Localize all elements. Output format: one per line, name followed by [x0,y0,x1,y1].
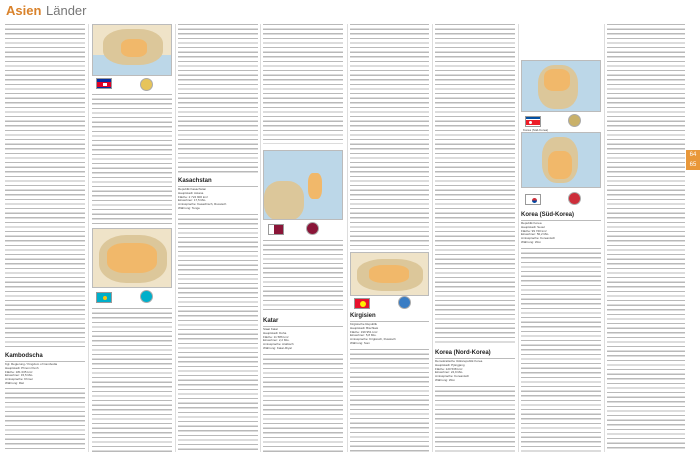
country-facts-suedkorea: Republik Korea Hauptstadt: Seoul Fläche: 99 720 km² Einwohner: 50,2 Mio. Amtssprache: Koreanisch Währung: Won [521,221,556,244]
page-header [0,0,700,22]
flag-suedkorea [525,194,541,205]
map-kasachstan [92,228,172,288]
map-label: Korea (Süd-Korea) [523,128,549,132]
flag-nordkorea [525,116,541,127]
body-text-column [263,354,343,452]
body-text-column [350,24,429,250]
body-text-column [178,24,258,174]
body-text-column [607,24,685,452]
country-facts-extended [5,388,85,452]
map-nordkorea [521,60,601,112]
emblem-kirgisien [398,296,411,309]
flag-katar [268,224,284,235]
body-text-column [92,308,172,452]
country-facts-kambodscha: Kgl. Regierung / Kingdom of Cambodia Hauptstadt: Phnom Penh Fläche: 181 035 km² Einwohner: 15,5 Mio. Amtssprache: Khmer Währung: Riel [5,362,58,385]
column-divider [347,24,348,452]
region-title: Asien [6,3,42,18]
emblem-kasachstan [140,290,153,303]
country-heading-nordkorea: Korea (Nord-Korea) [435,350,491,356]
body-text-column [92,94,172,224]
body-text-column [5,24,85,350]
country-heading-katar: Katar [263,318,279,324]
flag-kirgisien [354,298,370,309]
page-tab: 64 65 [686,150,700,170]
emblem-katar [306,222,319,235]
map-suedkorea [521,132,601,188]
emblem-kambodscha [140,78,153,91]
column-divider [518,24,519,452]
map-kambodscha [92,24,172,76]
body-text-column [178,214,258,452]
country-heading-kasachstan: Kasachstan [178,178,212,184]
column-divider [175,24,176,452]
country-heading-kirgisien: Kirgisien [350,313,376,319]
country-heading-kambodscha: Kambodscha [5,353,43,359]
body-text-column [263,240,343,310]
column-divider [604,24,605,452]
body-text-column [263,24,343,144]
body-text-column [435,24,515,346]
country-heading-suedkorea: Korea (Süd-Korea) [521,212,575,218]
column-divider [432,24,433,452]
country-facts-katar: Staat Katar Hauptstadt: Doha Fläche: 11 586 km² Einwohner: 2,2 Mio. Amtssprache: Arabisch Währung: Katar-Riyal [263,327,294,350]
flag-kambodscha [96,78,112,89]
body-text-column [521,248,601,452]
column-divider [88,24,89,452]
emblem-nordkorea [568,114,581,127]
section-title: Länder [46,3,87,18]
column-divider [260,24,261,452]
country-facts-kirgisien: Kirgisische Republik Hauptstadt: Bischkek Fläche: 199 951 km² Einwohner: 5,8 Mio. Amtssprache: Kirgisisch, Russisch Währung: Som [350,322,396,345]
map-kirgisien [350,252,429,296]
country-facts-kasachstan: Republik Kasachstan Hauptstadt: Astana Fläche: 2 724 900 km² Einwohner: 17,5 Mio. Amtssprache: Kasachisch, Russisch Währung: Tenge [178,187,227,210]
flag-kasachstan [96,292,112,303]
country-facts-nordkorea: Demokratische Volksrepublik Korea Hauptstadt: Pjöngjang Fläche: 120 538 km² Einwohner: 24,9 Mio. Amtssprache: Koreanisch Währung: Won [435,359,483,382]
body-text-column [435,386,515,452]
map-katar [263,150,343,220]
emblem-suedkorea [568,192,581,205]
body-text-column [350,349,429,452]
